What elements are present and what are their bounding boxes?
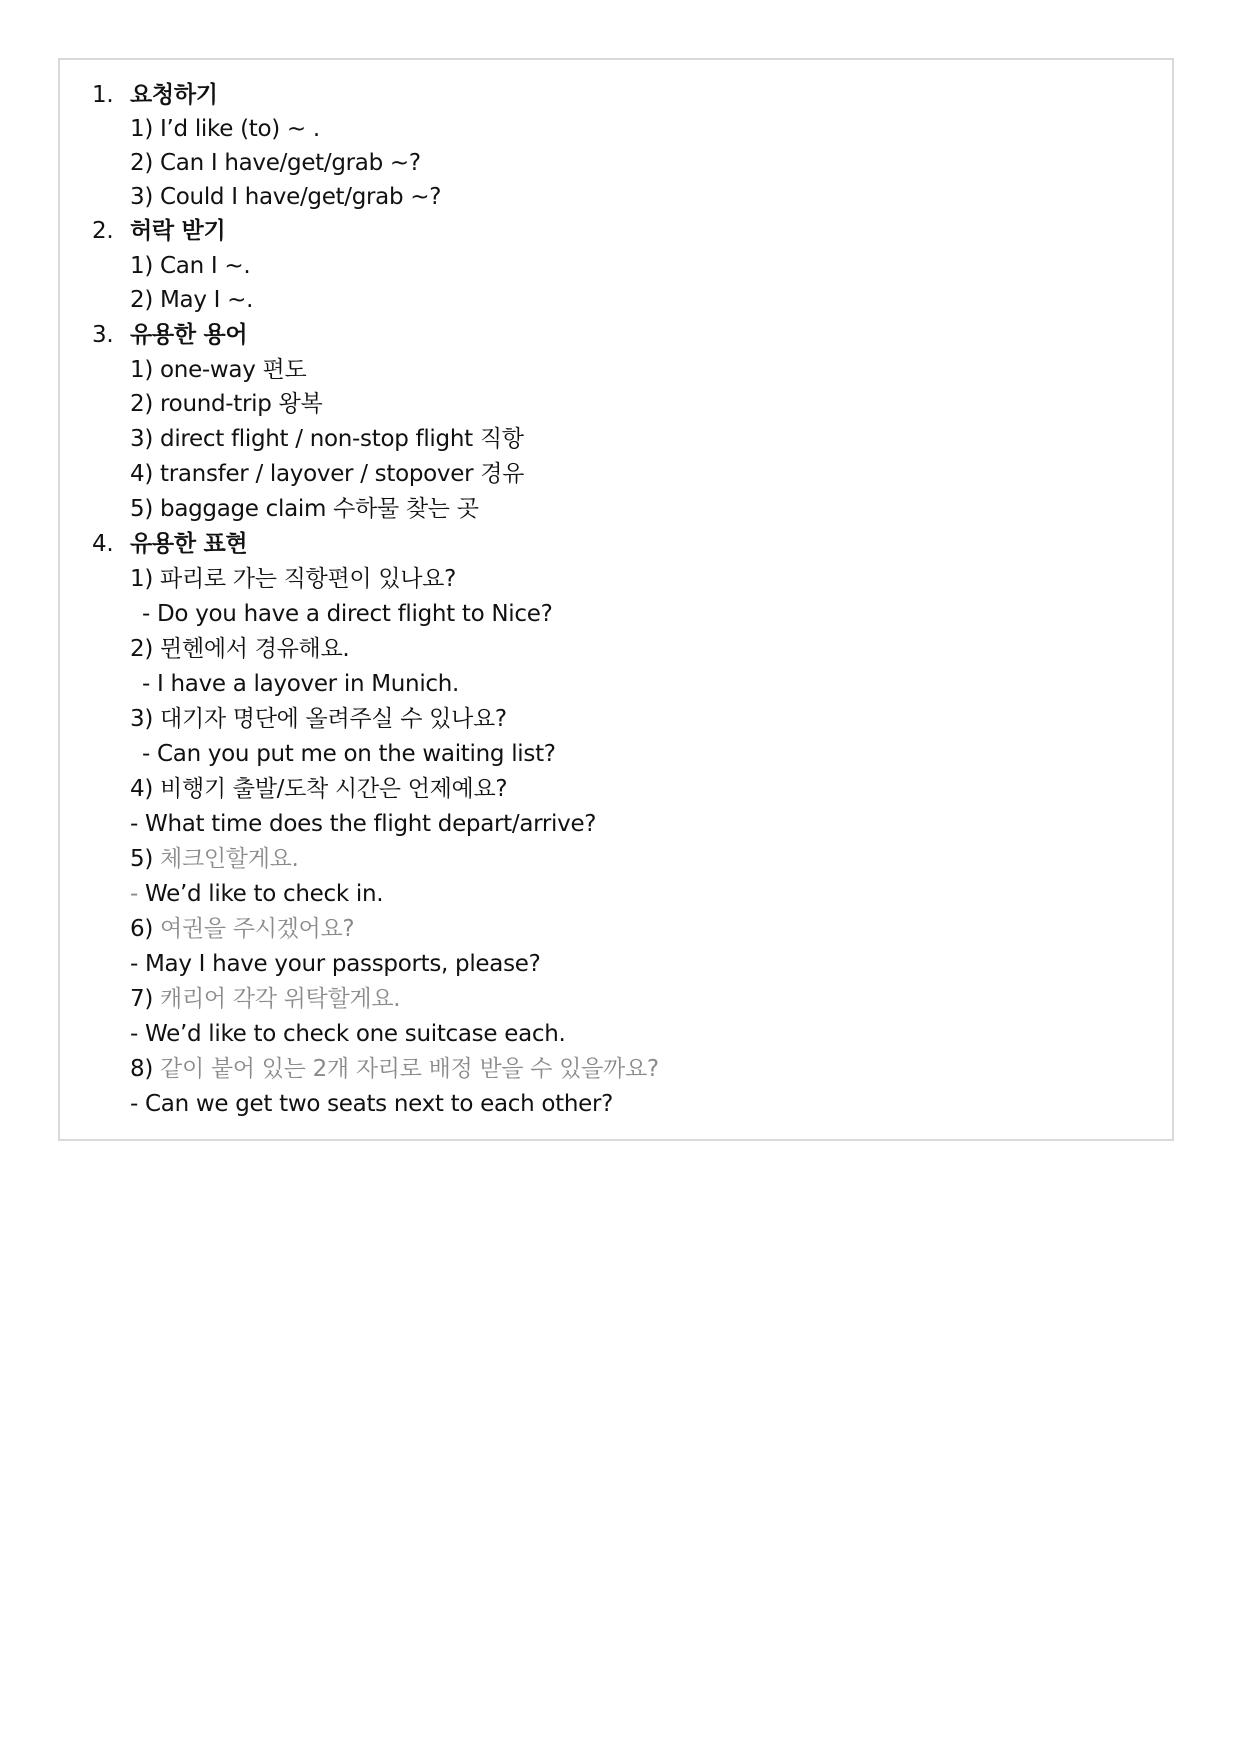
phrase-korean-text: 캐리어 각각 위탁할게요. [160,986,401,1012]
phrase-number: 6) [130,916,161,942]
phrase-number: 7) [130,986,161,1012]
phrase-number: 5) [130,846,161,872]
phrase-korean [130,1055,659,1083]
phrase-number: 2) [130,636,161,662]
phrase-english: - Do you have a direct flight to Nice? [142,601,553,627]
phrase-english [130,880,383,908]
phrase-korean-text: 여권을 주시겠어요? [160,916,355,942]
section-number: 3. [92,322,114,348]
list-item: 2) Can I have/get/grab ~? [130,150,421,176]
section-title: 허락 받기 [130,218,226,244]
phrase-korean [130,705,507,733]
section-number: 4. [92,531,114,557]
phrase-english: - We’d like to check one suitcase each. [130,1021,566,1047]
list-item: 2) round-trip 왕복 [130,391,323,417]
phrase-english: - I have a layover in Munich. [142,671,460,697]
phrase-korean-text: 대기자 명단에 올려주실 수 있나요? [160,706,507,732]
phrase-english: - What time does the flight depart/arrive? [130,811,597,837]
phrase-english: - May I have your passports, please? [130,951,541,977]
phrase-korean-text: 같이 붙어 있는 2개 자리로 배정 받을 수 있을까요? [160,1056,659,1082]
list-item: 4) transfer / layover / stopover 경유 [130,461,525,487]
phrase-korean-text: 비행기 출발/도착 시간은 언제예요? [160,776,508,802]
phrase-english: - Can we get two seats next to each other? [130,1091,614,1117]
phrase-korean-text: 체크인할게요. [160,846,299,872]
phrase-number: 4) [130,776,161,802]
section-title: 유용한 표현 [130,531,248,557]
section-title: 요청하기 [130,82,218,108]
list-item: 3) direct flight / non-stop flight 직항 [130,426,524,452]
list-item: 5) baggage claim 수하물 찾는 곳 [130,496,479,522]
phrase-english: - Can you put me on the waiting list? [142,741,556,767]
phrase-korean-text: 파리로 가는 직항편이 있나요? [160,566,456,592]
phrase-english-text: We’d like to check in. [145,881,384,907]
phrase-dash: - [130,881,146,907]
phrase-korean [130,565,456,593]
phrase-korean [130,915,354,943]
section-number: 2. [92,218,114,244]
phrase-korean-text: 뮌헨에서 경유해요. [160,636,350,662]
phrase-korean [130,845,299,873]
list-item: 1) I’d like (to) ~ . [130,116,320,142]
list-item: 2) May I ~. [130,287,254,313]
list-item: 1) one-way 편도 [130,357,307,383]
list-item: 1) Can I ~. [130,253,251,279]
phrase-number: 3) [130,706,161,732]
phrase-korean [130,775,507,803]
phrase-number: 1) [130,566,161,592]
list-item: 3) Could I have/get/grab ~? [130,184,442,210]
phrase-number: 8) [130,1056,161,1082]
section-title: 유용한 용어 [130,322,248,348]
section-number: 1. [92,82,114,108]
phrase-korean [130,985,400,1013]
phrase-korean [130,635,349,663]
